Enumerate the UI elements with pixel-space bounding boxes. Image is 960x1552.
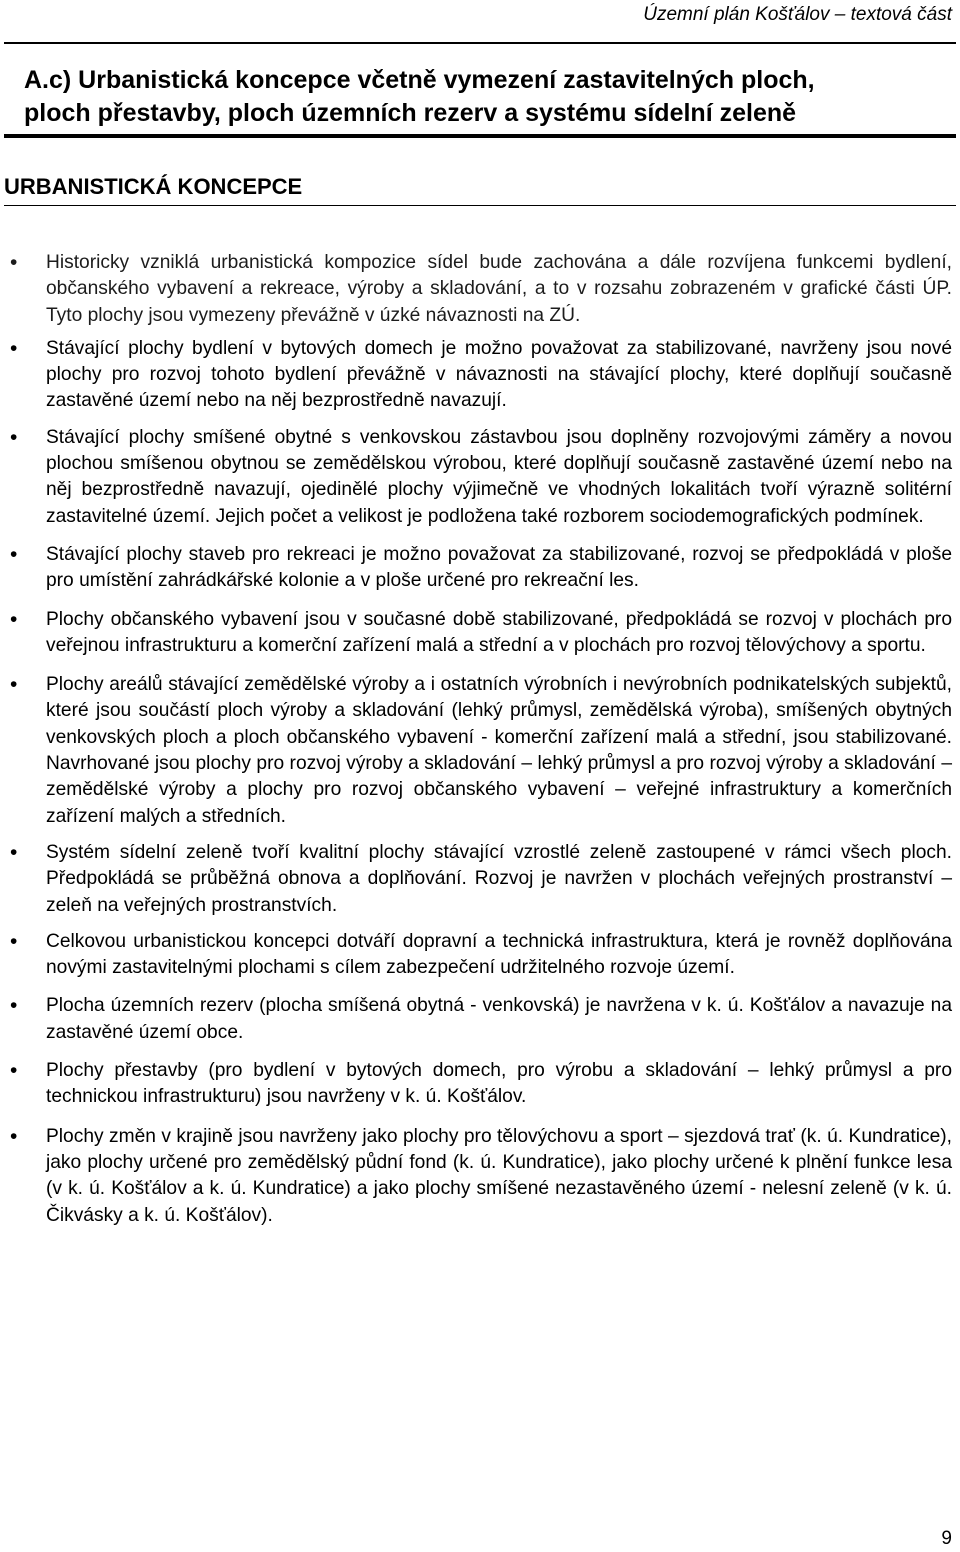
- bullet-item: • Stávající plochy bydlení v bytových domech je možno považovat za stabilizované, navrženy jsou nové plochy pro rozvoj tohoto bydlení převážně v návaznosti na stávající plochy, které doplňují současně zastavěné území nebo na něj bezprostředně navazují.: [0, 336, 960, 415]
- chapter-title-line-1: A.c) Urbanistická koncepce včetně vymezení zastavitelných ploch,: [24, 66, 815, 94]
- chapter-title-line-2: ploch přestavby, ploch územních rezerv a systému sídelní zeleně: [24, 99, 797, 127]
- bullet-item: • Stávající plochy smíšené obytné s venkovskou zástavbou jsou doplněny rozvojovými záměry a novou plochou smíšenou obytnou se zemědělskou výrobou, které doplňují současně zastavěné území nebo na něj bezprostředně navazují, ojedinělé plochy výjimečně ve vhodných lokalitách tvoří výrazně solitérní zastavitelné území. Jejich počet a velikost je podložena také rozborem sociodemografických podmínek.: [0, 425, 960, 530]
- bullet-item: • Historicky vzniklá urbanistická kompozice sídel bude zachována a dále rozvíjena funkcemi bydlení, občanského vybavení a rekreace, výroby a skladování, a to v rozsahu zobrazeném v grafické části ÚP. Tyto plochy jsou vymezeny převážně v úzké návaznosti na ZÚ.: [0, 250, 960, 329]
- bullet-item: • Systém sídelní zeleně tvoří kvalitní plochy stávající vzrostlé zeleně zastoupené v rámci všech ploch. Předpokládá se průběžná obnova a doplňování. Rozvoj je navržen v plochách veřejných prostranství – zeleň na veřejných prostranstvích.: [0, 840, 960, 919]
- bullet-list: [0, 250, 960, 1229]
- bullet-item: • Plocha územních rezerv (plocha smíšená obytná - venkovská) je navržena v k. ú. Košťálov a navazuje na zastavěné území obce.: [0, 993, 960, 1046]
- section-title: URBANISTICKÁ KONCEPCE: [4, 172, 956, 206]
- bullet-item: • Plochy občanského vybavení jsou v současné době stabilizované, předpokládá se rozvoj v plochách pro veřejnou infrastrukturu a komerční zařízení malá a střední a v plochách pro rozvoj tělovýchovy a sportu.: [0, 607, 960, 660]
- page-number: 9: [941, 1528, 952, 1549]
- chapter-title: [24, 64, 954, 130]
- bullet-item: • Celkovou urbanistickou koncepci dotváří dopravní a technická infrastruktura, která je rovněž doplňována novými zastavitelnými plochami s cílem zabezpečení udržitelného rozvoje území.: [0, 929, 960, 982]
- bullet-item: • Plochy přestavby (pro bydlení v bytových domech, pro výrobu a skladování – lehký průmysl a pro technickou infrastrukturu) jsou navrženy v k. ú. Košťálov.: [0, 1058, 960, 1111]
- running-header: Územní plán Košťálov – textová část: [643, 4, 952, 25]
- bullet-item: • Plochy areálů stávající zemědělské výroby a i ostatních výrobních i nevýrobních podnikatelských subjektů, které jsou součástí ploch výroby a skladování (lehký průmysl, zemědělská výroba), smíšených obytných venkovských ploch a ploch občanského vybavení - komerční zařízení malá a střední, jsou stabilizované. Navrhované jsou plochy pro rozvoj výroby a skladování – lehký průmysl a pro rozvoj výroby a skladování – zemědělské výroby a plochy pro rozvoj občanského vybavení – veřejné infrastruktury a komerčních zařízení malých a středních.: [0, 672, 960, 830]
- bullet-item: • Stávající plochy staveb pro rekreaci je možno považovat za stabilizované, rozvoj se předpokládá v ploše pro umístění zahrádkářské kolonie a v ploše určené pro rekreační les.: [0, 542, 960, 595]
- bullet-item: • Plochy změn v krajině jsou navrženy jako plochy pro tělovýchovu a sport – sjezdová trať (k. ú. Kundratice), jako plochy určené pro zemědělský půdní fond (k. ú. Kundratice), jako plochy určené k plnění funkce lesa (v k. ú. Košťálov a k. ú. Kundratice) a jako plochy smíšené nezastavěného území - nelesní zeleně (v k. ú. Čikvásky a k. ú. Košťálov).: [0, 1124, 960, 1229]
